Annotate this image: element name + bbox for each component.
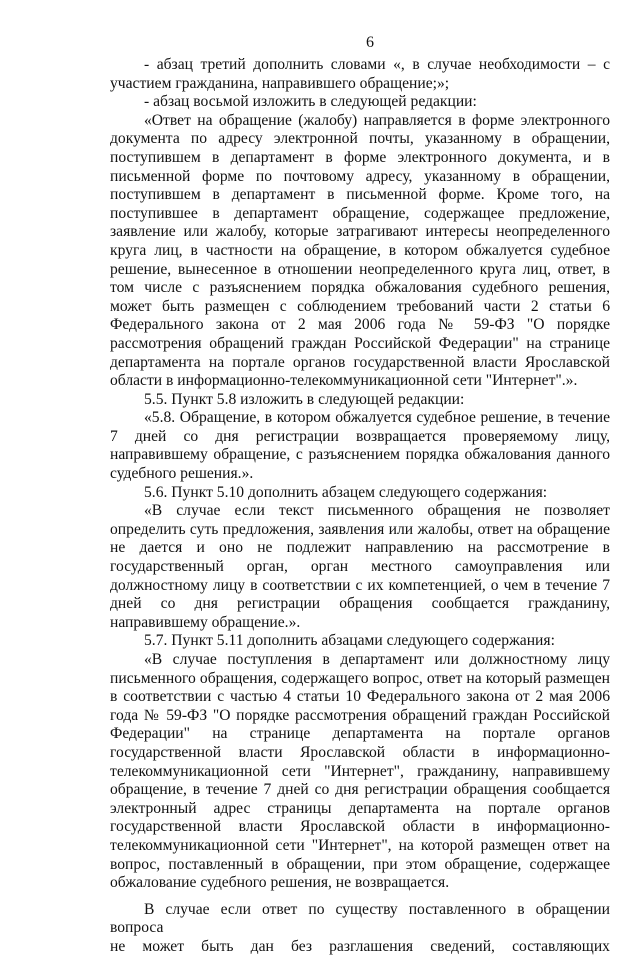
word: быть xyxy=(201,937,234,955)
paragraph-last-first-line: В случае если ответ по существу поставленного в обращении вопроса xyxy=(110,900,610,937)
paragraph: «В случае поступления в департамент или должностному лицу письменного обращения, содержащего вопрос, ответ на который размещен в соответствии с частью 4 статьи 10 Федерального закона от 2 мая 2006 года № 59-ФЗ "О порядке рассмотрения обращений граждан Российской Федерации" на странице департамента на портале органов государственной власти Ярославской области в информационно-телекоммуникационной сети "Интернет", гражданину, направившему обращение, в течение 7 дней со дня регистрации обращения сообщается электронный адрес страницы департамента на портале органов государственной власти Ярославской области в информационно-телекоммуникационной сети "Интернет", на которой размещен ответ на вопрос, поставленный в обращении, при этом обращение, содержащее обжалование судебного решения, не возвращается. xyxy=(110,651,610,892)
paragraph: - абзац восьмой изложить в следующей редакции: xyxy=(144,93,477,111)
paragraph: «В случае если текст письменного обращения не позволяет определить суть предложения, заявления или жалобы, ответ на обращение не дается и оно не подлежит направлению на рассмотрение в государственный орган, орган местного самоуправления или должностному лицу в соответствии с их компетенцией, о чем в течение 7 дней со дня регистрации обращения сообщается гражданину, направившему обращение.». xyxy=(110,502,610,631)
paragraph: «Ответ на обращение (жалобу) направляется в форме электронного документа по адресу электронной почты, указанному в обращении, поступившем в департамент в форме электронного документа, и в письменной форме по почтовому адресу, указанному в обращении, поступившем в департамент в письменной форме. Кроме того, на поступившее в департамент обращение, содержащее предложение, заявление или жалобу, которые затрагивают интересы неопределенного круга лиц, в частности на обращение, в котором обжалуется судебное решение, вынесенное в отношении неопределенного круга лиц, ответ, в том числе с разъяснением порядка обжалования судебного решения, может быть размещен с соблюдением требований части 2 статьи 6 Федерального закона от 2 мая 2006 года № 59-ФЗ "О порядке рассмотрения обращений граждан Российской Федерации" на странице департамента на портале органов государственной власти Ярославской области в информационно-телекоммуникационной сети "Интернет".». xyxy=(110,111,610,390)
word: дан xyxy=(250,937,274,955)
document-page xyxy=(110,34,610,957)
paragraph: 5.7. Пункт 5.11 дополнить абзацами следующего содержания: xyxy=(144,632,555,650)
word: может xyxy=(142,937,185,955)
paragraph: «5.8. Обращение, в котором обжалуется судебное решение, в течение 7 дней со дня регистрации возвращается проверяемому лицу, направившему обращение, с разъяснением порядка обжалования данного судебного решения.». xyxy=(110,409,610,483)
word: не xyxy=(110,937,126,955)
paragraph: 5.6. Пункт 5.10 дополнить абзацем следующего содержания: xyxy=(144,483,548,501)
word: сведений, xyxy=(430,937,495,955)
word: составляющих xyxy=(512,937,610,955)
paragraph-last-second-line xyxy=(110,938,610,957)
word: разглашения xyxy=(329,937,414,955)
paragraph: 5.5. Пункт 5.8 изложить в следующей редакции: xyxy=(144,390,465,408)
paragraph: - абзац третий дополнить словами «, в случае необходимости – с участием гражданина, направившего обращение;»; xyxy=(110,56,610,92)
page-number: 6 xyxy=(366,34,374,51)
word: без xyxy=(290,937,312,955)
